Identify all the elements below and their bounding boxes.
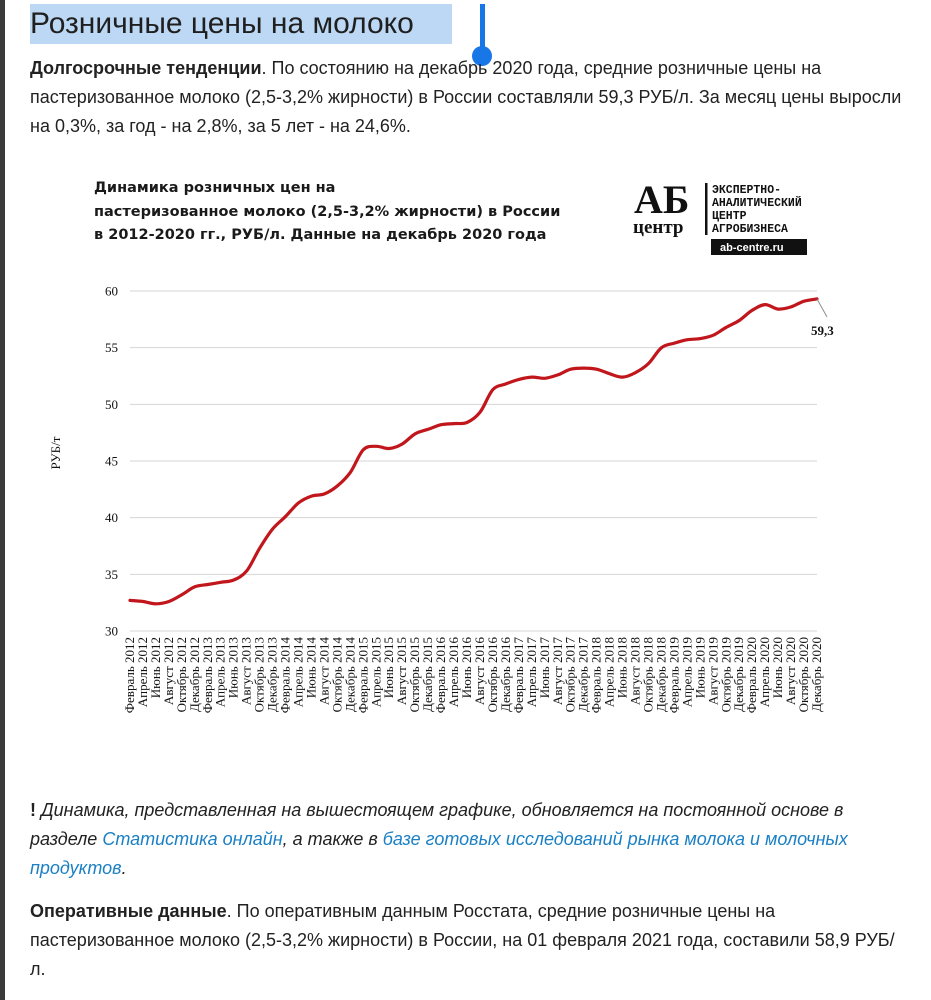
x-tick-label: Август 2013 [238, 637, 254, 706]
logo-divider [705, 183, 708, 235]
x-tick-label: Апрель 2014 [290, 637, 306, 708]
operative-data-paragraph [30, 897, 910, 984]
x-tick-label: Февраль 2015 [355, 637, 371, 714]
x-tick-label: Декабрь 2018 [653, 637, 669, 712]
data-point [245, 570, 247, 572]
x-tick-label: Август 2020 [783, 637, 799, 706]
data-point [777, 308, 779, 310]
operative-bold-label: Оперативные данные [30, 901, 227, 921]
x-tick-label: Октябрь 2020 [796, 637, 812, 713]
data-point [453, 422, 455, 424]
x-tick-label: Октябрь 2016 [484, 637, 500, 713]
x-tick-labels [122, 637, 824, 714]
x-tick-label: Октябрь 2012 [173, 637, 189, 713]
x-tick-label: Февраль 2017 [510, 637, 526, 714]
x-tick-label: Июнь 2015 [381, 637, 397, 699]
logo-line-2: АНАЛИТИЧЕСКИЙ [712, 197, 802, 210]
logo-line-3: ЦЕНТР [712, 210, 747, 223]
x-tick-label: Февраль 2012 [122, 637, 137, 714]
x-tick-label: Август 2012 [160, 637, 176, 706]
page-title-block[interactable] [30, 4, 414, 44]
x-tick-label: Октябрь 2013 [251, 637, 267, 713]
y-tick-label: 30 [105, 623, 118, 639]
data-point [258, 547, 260, 549]
data-point [194, 586, 196, 588]
note-text-3: . [121, 858, 127, 878]
data-point [518, 378, 520, 380]
x-tick-label: Июнь 2017 [536, 637, 552, 699]
x-tick-label: Декабрь 2017 [575, 637, 591, 712]
data-point [634, 371, 636, 373]
intro-paragraph [30, 54, 910, 141]
x-tick-label: Апрель 2015 [368, 637, 384, 708]
left-border-rule [0, 0, 5, 1000]
data-point [505, 383, 507, 385]
x-tick-label: Февраль 2014 [277, 637, 293, 714]
data-point [142, 600, 144, 602]
data-point [284, 515, 286, 517]
data-point [297, 502, 299, 504]
x-tick-label: Август 2016 [471, 637, 487, 706]
y-tick-label: 60 [105, 283, 118, 299]
x-tick-label: Апрель 2020 [757, 637, 773, 708]
x-tick-label: Февраль 2019 [666, 637, 682, 714]
data-point [647, 362, 649, 364]
data-point [388, 447, 390, 449]
x-tick-label: Июнь 2019 [692, 637, 708, 699]
y-tick-labels [105, 284, 118, 639]
data-point [310, 495, 312, 497]
x-tick-label: Апрель 2012 [134, 637, 150, 708]
logo-ab-text: АБ [634, 177, 690, 222]
data-point [349, 471, 351, 473]
y-axis-label: РУБ/т [48, 436, 63, 470]
data-point [790, 306, 792, 308]
x-tick-label: Февраль 2018 [588, 637, 604, 714]
update-note [30, 796, 910, 883]
x-tick-label: Декабрь 2014 [342, 637, 358, 712]
price-chart [30, 165, 860, 765]
intro-bold-label: Долгосрочные тенденции [30, 58, 262, 78]
x-tick-label: Февраль 2013 [199, 637, 215, 714]
x-tick-label: Декабрь 2020 [809, 637, 824, 712]
x-tick-label: Апрель 2017 [523, 637, 539, 708]
data-point [414, 433, 416, 435]
y-tick-label: 45 [105, 453, 118, 469]
ab-centre-logo [630, 177, 840, 255]
x-tick-label: Июнь 2012 [147, 637, 163, 699]
data-point [401, 443, 403, 445]
x-tick-label: Октябрь 2019 [718, 637, 734, 713]
x-tick-label: Декабрь 2012 [186, 637, 202, 712]
data-point [207, 583, 209, 585]
data-point [595, 368, 597, 370]
data-point [751, 309, 753, 311]
data-point [129, 599, 131, 601]
data-point [725, 326, 727, 328]
y-tick-label: 40 [105, 510, 118, 526]
x-tick-label: Апрель 2013 [212, 637, 228, 708]
data-point [608, 373, 610, 375]
x-tick-label: Декабрь 2015 [420, 637, 436, 712]
data-point [660, 346, 662, 348]
data-point [557, 374, 559, 376]
data-point [686, 339, 688, 341]
data-point [336, 485, 338, 487]
chart-title-line-2: пастеризованное молоко (2,5-3,2% жирности) в России [94, 204, 561, 220]
logo-line-1: ЭКСПЕРТНО- [712, 184, 782, 197]
x-tick-label: Апрель 2019 [679, 637, 695, 708]
data-point [544, 377, 546, 379]
data-point [582, 367, 584, 369]
x-tick-label: Июнь 2013 [225, 637, 241, 699]
data-point [712, 334, 714, 336]
x-tick-label: Декабрь 2019 [731, 637, 747, 712]
logo-site-text: ab-centre.ru [720, 242, 784, 254]
data-point [673, 342, 675, 344]
y-tick-label: 55 [105, 340, 118, 356]
data-point [738, 319, 740, 321]
data-point [375, 445, 377, 447]
series-layer [129, 298, 834, 605]
research-database-link[interactable]: базе готовых исследований рынка молока и молочных продуктов [30, 829, 848, 878]
y-tick-label: 35 [105, 566, 118, 582]
x-tick-label: Октябрь 2014 [329, 637, 345, 713]
x-tick-label: Апрель 2018 [601, 637, 617, 708]
x-tick-label: Июнь 2020 [770, 637, 786, 699]
data-point [492, 388, 494, 390]
data-point [440, 424, 442, 426]
x-tick-label: Август 2019 [705, 637, 721, 706]
x-tick-label: Август 2014 [316, 637, 332, 706]
x-tick-label: Июнь 2016 [459, 637, 475, 699]
chart-title-line-1: Динамика розничных цен на [94, 180, 336, 196]
page-title[interactable]: Розничные цены на молоко [30, 7, 414, 40]
data-point [764, 303, 766, 305]
x-tick-label: Декабрь 2013 [264, 637, 280, 712]
data-point [570, 368, 572, 370]
end-value-label: 59,3 [811, 322, 834, 338]
price-chart-svg [30, 165, 860, 765]
y-tick-label: 50 [105, 396, 118, 412]
data-point [362, 448, 364, 450]
data-point [232, 579, 234, 581]
x-tick-label: Декабрь 2016 [497, 637, 513, 712]
note-text-2: , а также в [282, 829, 383, 849]
data-point [466, 421, 468, 423]
series-line [130, 299, 817, 604]
end-label-leader [817, 299, 827, 317]
logo-line-4: АГРОБИЗНЕСА [712, 223, 788, 236]
x-tick-label: Октябрь 2018 [640, 637, 656, 713]
x-tick-label: Февраль 2020 [744, 637, 760, 714]
x-tick-label: Август 2015 [394, 637, 410, 706]
data-point [803, 300, 805, 302]
selection-handle-line[interactable] [480, 4, 485, 52]
data-point [531, 376, 533, 378]
intro-text: . По состоянию на декабрь 2020 года, средние розничные цены на пастеризованное молоко (2,5-3,2% жирности) в России составляли 59,3 РУБ/л. За месяц цены выросли на 0,3%, за год - на 2,8%, за 5 лет - на 24,6%. [30, 58, 902, 136]
data-point [621, 376, 623, 378]
x-tick-label: Октябрь 2017 [562, 637, 578, 713]
data-point [220, 581, 222, 583]
data-point [168, 600, 170, 602]
x-tick-label: Февраль 2016 [433, 637, 449, 714]
x-tick-label: Июнь 2018 [614, 637, 630, 699]
data-point [271, 528, 273, 530]
x-tick-label: Апрель 2016 [446, 637, 462, 708]
statistics-online-link[interactable]: Статистика онлайн [102, 829, 283, 849]
x-tick-label: Август 2017 [549, 637, 565, 706]
x-tick-label: Октябрь 2015 [407, 637, 423, 713]
operative-text: . По оперативным данным Росстата, средние розничные цены на пастеризованное молоко (2,5-3,2% жирности) в России, на 01 февраля 2021 года, составили 58,9 РУБ/л. [30, 901, 895, 979]
x-tick-label: Июнь 2014 [303, 637, 319, 699]
data-point [427, 428, 429, 430]
data-point [699, 337, 701, 339]
x-tick-label: Август 2018 [627, 637, 643, 706]
logo-center-text: центр [633, 217, 684, 238]
data-point [323, 493, 325, 495]
data-point [181, 594, 183, 596]
data-point [479, 411, 481, 413]
note-exclamation-icon: ! [30, 800, 36, 820]
data-point [155, 603, 157, 605]
note-text-1: Динамика, представленная на вышестоящем графике, обновляется на постоянной основе в разделе [30, 800, 844, 849]
chart-title-line-3: в 2012-2020 гг., РУБ/л. Данные на декабрь 2020 года [94, 227, 547, 243]
